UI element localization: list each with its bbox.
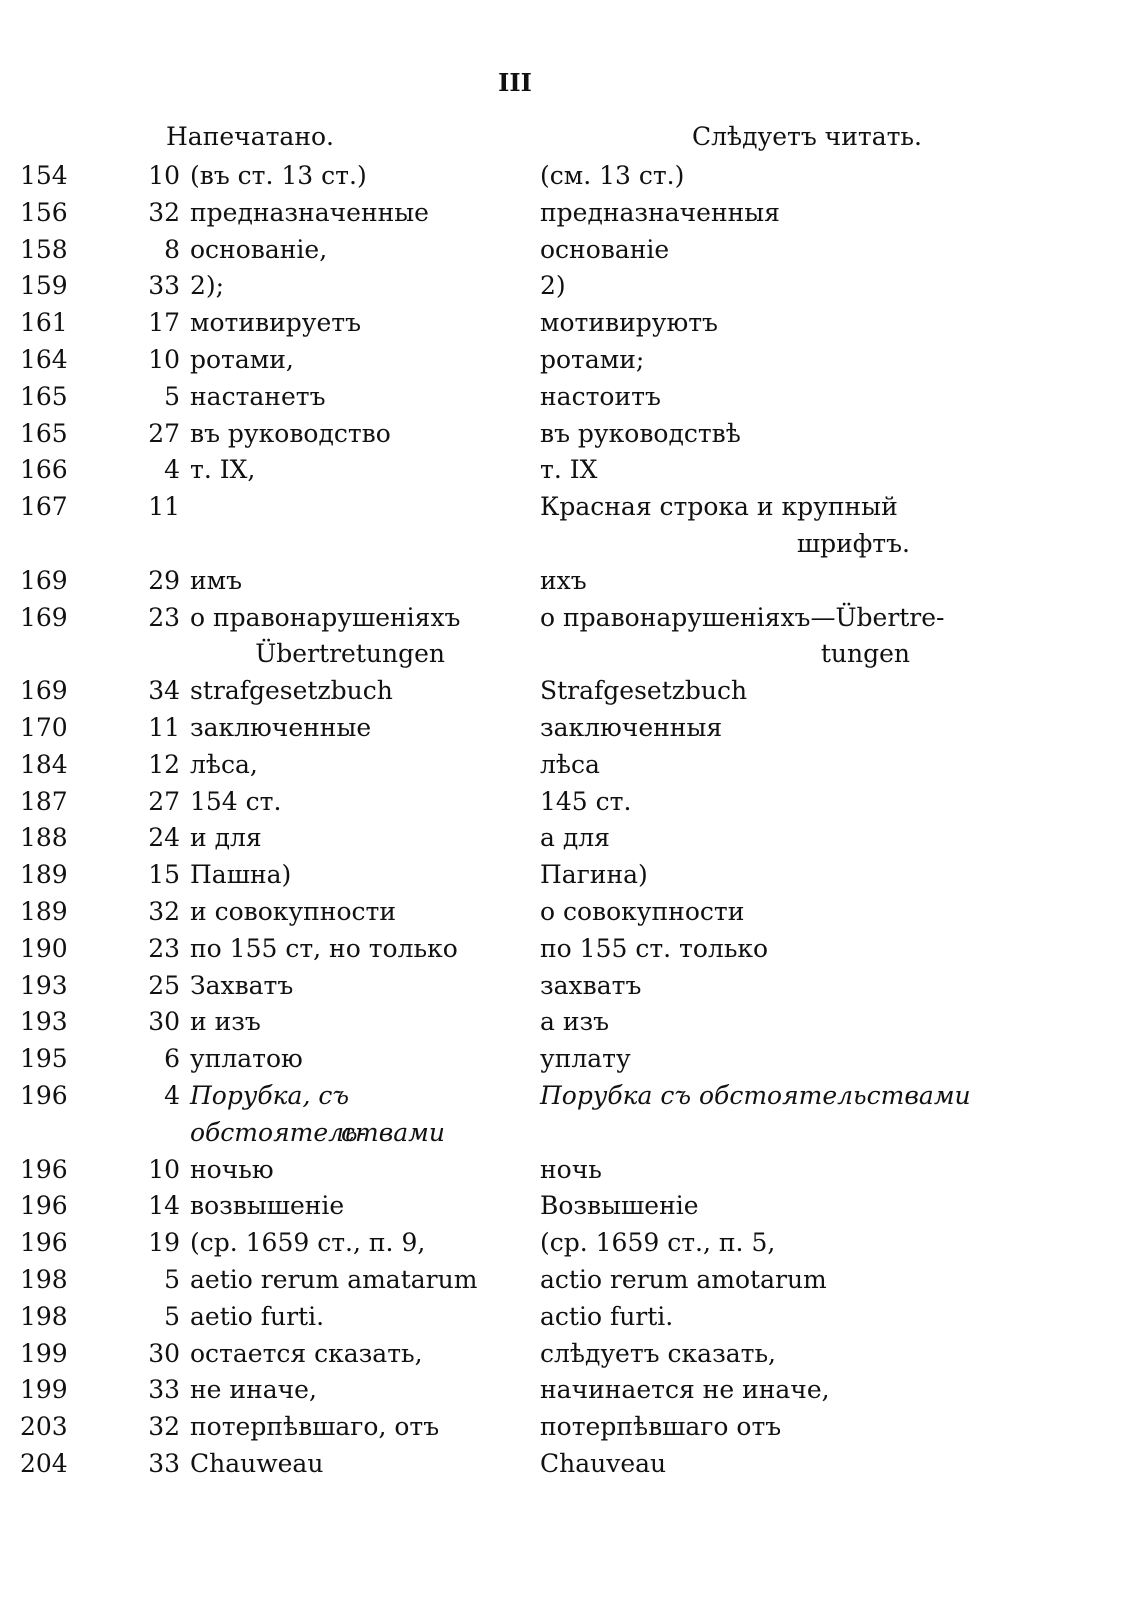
row-correct-continuation: шрифтъ. — [796, 528, 910, 558]
row-printed-text: заключенные — [190, 712, 372, 742]
row-line: 30 — [148, 1338, 180, 1368]
row-correct-text: по 155 ст. только — [540, 933, 769, 963]
errata-row — [0, 1446, 1140, 1483]
row-printed-text: о правонарушеніяхъ — [190, 602, 461, 632]
row-printed — [190, 1262, 530, 1299]
page-number: III — [498, 68, 532, 97]
row-line: 6 — [164, 1044, 180, 1074]
row-correct — [540, 857, 980, 894]
row-page: 169 — [20, 565, 68, 595]
row-printed-text: лѣса, — [190, 749, 258, 779]
row-printed — [190, 305, 530, 342]
row-printed-text: 154 ст. — [190, 786, 282, 816]
row-line: 23 — [148, 602, 180, 632]
row-correct-text: Chauveau — [540, 1448, 667, 1478]
errata-row — [0, 305, 1140, 342]
row-line: 33 — [148, 1375, 180, 1405]
row-printed-text: aetio rerum amatarum — [190, 1264, 478, 1294]
row-page: 159 — [20, 271, 68, 301]
row-line: 4 — [164, 455, 180, 485]
row-page: 196 — [20, 1080, 68, 1110]
row-printed — [190, 1004, 530, 1041]
row-correct-text: 2) — [540, 271, 566, 301]
row-page: 196 — [20, 1228, 68, 1258]
row-correct — [540, 452, 980, 489]
errata-table — [0, 158, 1140, 1483]
row-correct — [540, 563, 980, 600]
row-correct-text: лѣса — [540, 749, 600, 779]
row-correct-text: (см. 13 ст.) — [540, 161, 685, 190]
row-page: 204 — [20, 1448, 68, 1478]
row-printed-text: уплатою — [190, 1044, 303, 1074]
row-printed-text: настанетъ — [190, 381, 326, 411]
row-printed — [190, 710, 530, 747]
row-correct — [540, 968, 980, 1005]
errata-row — [0, 820, 1140, 857]
row-correct-text: Возвышеніе — [540, 1191, 699, 1221]
row-page: 189 — [20, 860, 68, 890]
errata-row — [0, 342, 1140, 379]
row-page: 165 — [20, 418, 68, 448]
row-correct — [540, 158, 980, 195]
errata-row — [0, 268, 1140, 305]
row-correct — [540, 1188, 980, 1225]
errata-row — [0, 857, 1140, 894]
row-printed-text: (въ ст. 13 ст.) — [190, 161, 367, 190]
row-page: 154 — [20, 161, 68, 190]
errata-row — [0, 747, 1140, 784]
row-line: 17 — [148, 308, 180, 338]
errata-row — [0, 195, 1140, 232]
row-printed — [190, 968, 530, 1005]
row-correct-text: настоитъ — [540, 381, 661, 411]
row-correct-text: потерпѣвшаго отъ — [540, 1412, 782, 1442]
row-printed — [190, 452, 530, 489]
row-printed-text: Порубка, съ обстоятель- — [190, 1080, 367, 1147]
row-printed — [190, 1446, 530, 1483]
row-correct — [540, 1225, 980, 1262]
row-printed-text: 2); — [190, 271, 225, 301]
row-line: 33 — [148, 1448, 180, 1478]
row-correct — [540, 1041, 980, 1078]
row-printed — [190, 1372, 530, 1409]
row-line: 33 — [148, 271, 180, 301]
row-correct-text: ротами; — [540, 344, 645, 374]
row-page: 195 — [20, 1044, 68, 1074]
row-correct-continuation: tungen — [820, 639, 910, 669]
row-printed — [190, 894, 530, 931]
errata-row — [0, 1188, 1140, 1225]
row-printed — [190, 1078, 530, 1152]
row-correct-text: а изъ — [540, 1007, 610, 1037]
row-printed — [190, 1188, 530, 1225]
header-correct: Слѣдуетъ читать. — [692, 122, 922, 151]
row-page: 165 — [20, 381, 68, 411]
row-printed — [190, 931, 530, 968]
row-page: 196 — [20, 1154, 68, 1184]
row-page: 190 — [20, 933, 68, 963]
row-correct — [540, 268, 980, 305]
row-line: 25 — [148, 970, 180, 1000]
row-correct-text: слѣдуетъ сказать, — [540, 1338, 776, 1368]
row-correct-text: ночь — [540, 1154, 602, 1184]
errata-row — [0, 600, 1140, 674]
row-correct-text: уплату — [540, 1044, 631, 1074]
row-line: 10 — [148, 1154, 180, 1184]
row-printed — [190, 1225, 530, 1262]
row-printed-text: и совокупности — [190, 896, 396, 926]
row-printed-text: потерпѣвшаго, отъ — [190, 1412, 440, 1442]
row-printed — [190, 1409, 530, 1446]
row-printed-text: основаніе, — [190, 234, 328, 264]
errata-row — [0, 710, 1140, 747]
row-page: 199 — [20, 1338, 68, 1368]
row-line: 27 — [148, 418, 180, 448]
row-correct-text: Strafgesetzbuch — [540, 676, 748, 706]
row-page: 187 — [20, 786, 68, 816]
row-printed-text: ночью — [190, 1154, 274, 1184]
row-correct — [540, 1336, 980, 1373]
row-page: 161 — [20, 308, 68, 338]
row-page: 164 — [20, 344, 68, 374]
row-printed-text: мотивируетъ — [190, 308, 361, 338]
errata-row — [0, 1225, 1140, 1262]
row-page: 169 — [20, 676, 68, 706]
row-line: 23 — [148, 933, 180, 963]
row-printed — [190, 1152, 530, 1189]
errata-row — [0, 894, 1140, 931]
row-line: 19 — [148, 1228, 180, 1258]
row-correct-text: предназначенныя — [540, 197, 780, 227]
row-printed — [190, 1336, 530, 1373]
row-correct-text: заключенныя — [540, 712, 723, 742]
row-correct — [540, 1262, 980, 1299]
row-printed — [190, 379, 530, 416]
row-printed-text: aetio furti. — [190, 1301, 325, 1331]
errata-row — [0, 1372, 1140, 1409]
row-page: 203 — [20, 1412, 68, 1442]
row-line: 24 — [148, 823, 180, 853]
row-printed — [190, 673, 530, 710]
errata-row — [0, 1409, 1140, 1446]
row-correct — [540, 931, 980, 968]
row-correct-text: т. IX — [540, 455, 598, 485]
row-printed — [190, 195, 530, 232]
row-printed-text: и для — [190, 823, 262, 853]
row-page: 193 — [20, 1007, 68, 1037]
row-line: 10 — [148, 344, 180, 374]
row-printed-text: Захватъ — [190, 970, 294, 1000]
row-page: 188 — [20, 823, 68, 853]
row-line: 4 — [164, 1080, 180, 1110]
row-correct-text: Красная строка и крупный — [540, 492, 898, 522]
row-printed-text: (ср. 1659 ст., п. 9, — [190, 1228, 426, 1258]
errata-row — [0, 489, 1140, 563]
errata-row — [0, 1152, 1140, 1189]
row-page: 156 — [20, 197, 68, 227]
row-page: 198 — [20, 1264, 68, 1294]
row-correct — [540, 710, 980, 747]
row-correct — [540, 379, 980, 416]
row-printed — [190, 416, 530, 453]
row-page: 198 — [20, 1301, 68, 1331]
row-page: 167 — [20, 492, 68, 522]
row-correct — [540, 1299, 980, 1336]
row-page: 184 — [20, 749, 68, 779]
row-printed-text: т. IX, — [190, 455, 256, 485]
row-page: 193 — [20, 970, 68, 1000]
row-correct-text: о совокупности — [540, 896, 745, 926]
errata-row — [0, 1336, 1140, 1373]
errata-row — [0, 968, 1140, 1005]
row-correct-text: Пагина) — [540, 860, 648, 890]
row-line: 27 — [148, 786, 180, 816]
row-printed — [190, 342, 530, 379]
row-printed — [190, 1041, 530, 1078]
row-correct-text: въ руководствѣ — [540, 418, 741, 448]
errata-row — [0, 563, 1140, 600]
row-correct-text: начинается не иначе, — [540, 1375, 830, 1405]
row-printed — [190, 1299, 530, 1336]
row-printed-text: имъ — [190, 565, 243, 595]
errata-row — [0, 158, 1140, 195]
row-printed-text: возвышеніе — [190, 1191, 345, 1221]
errata-row — [0, 452, 1140, 489]
row-printed-text: ротами, — [190, 344, 294, 374]
row-page: 189 — [20, 896, 68, 926]
row-correct-text: ихъ — [540, 565, 587, 595]
row-page: 170 — [20, 712, 68, 742]
row-printed — [190, 600, 530, 669]
errata-row — [0, 232, 1140, 269]
row-correct — [540, 1372, 980, 1409]
row-line: 15 — [148, 860, 180, 890]
row-correct — [540, 820, 980, 857]
row-printed — [190, 158, 530, 195]
row-correct — [540, 1004, 980, 1041]
row-line: 29 — [148, 565, 180, 595]
row-correct — [540, 489, 980, 558]
row-correct — [540, 416, 980, 453]
errata-row — [0, 1041, 1140, 1078]
row-line: 11 — [148, 712, 180, 742]
errata-row — [0, 416, 1140, 453]
row-printed-continuation: Übertretungen — [255, 639, 445, 669]
row-correct-text: Порубка съ обстоятельствами — [540, 1080, 971, 1110]
row-printed — [190, 747, 530, 784]
row-line: 34 — [148, 676, 180, 706]
row-correct-text: actio furti. — [540, 1301, 674, 1331]
row-printed-text: по 155 ст, но только — [190, 933, 458, 963]
row-printed-text: не иначе, — [190, 1375, 317, 1405]
row-correct-text: а для — [540, 823, 610, 853]
row-line: 8 — [164, 234, 180, 264]
errata-row — [0, 379, 1140, 416]
row-printed — [190, 563, 530, 600]
row-line: 10 — [148, 161, 180, 190]
row-page: 196 — [20, 1191, 68, 1221]
row-printed-text: въ руководство — [190, 418, 391, 448]
row-printed-text: strafgesetzbuch — [190, 676, 393, 706]
row-printed-text: Пашна) — [190, 860, 292, 890]
row-correct-text: мотивируютъ — [540, 308, 718, 338]
row-line: 32 — [148, 197, 180, 227]
row-page: 199 — [20, 1375, 68, 1405]
row-printed — [190, 268, 530, 305]
row-correct — [540, 195, 980, 232]
row-line: 12 — [148, 749, 180, 779]
errata-row — [0, 1004, 1140, 1041]
row-printed-text: и изъ — [190, 1007, 261, 1037]
row-correct-text: основаніе — [540, 234, 670, 264]
row-line: 14 — [148, 1191, 180, 1221]
row-printed — [190, 784, 530, 821]
row-line: 5 — [164, 1301, 180, 1331]
row-printed — [190, 232, 530, 269]
row-correct — [540, 232, 980, 269]
row-line: 11 — [148, 492, 180, 522]
errata-row — [0, 1078, 1140, 1152]
errata-row — [0, 1262, 1140, 1299]
row-correct — [540, 894, 980, 931]
row-correct-text: о правонарушеніяхъ—Übertre- — [540, 602, 945, 632]
row-printed — [190, 820, 530, 857]
row-correct — [540, 1152, 980, 1189]
row-correct-text: (ср. 1659 ст., п. 5, — [540, 1228, 776, 1258]
row-line: 5 — [164, 1264, 180, 1294]
row-page: 166 — [20, 455, 68, 485]
errata-row — [0, 1299, 1140, 1336]
row-correct — [540, 1078, 980, 1115]
row-page: 158 — [20, 234, 68, 264]
row-correct — [540, 600, 980, 669]
row-correct-text: захватъ — [540, 970, 642, 1000]
row-page: 169 — [20, 602, 68, 632]
errata-row — [0, 673, 1140, 710]
row-printed-text: остается сказать, — [190, 1338, 423, 1368]
row-printed-text: предназначенные — [190, 197, 429, 227]
row-line: 30 — [148, 1007, 180, 1037]
row-correct — [540, 1409, 980, 1446]
row-correct — [540, 784, 980, 821]
errata-row — [0, 784, 1140, 821]
header-printed: Напечатано. — [166, 122, 334, 151]
errata-row — [0, 931, 1140, 968]
row-correct — [540, 673, 980, 710]
row-correct-text: actio rerum amotarum — [540, 1264, 827, 1294]
row-correct — [540, 747, 980, 784]
row-correct — [540, 305, 980, 342]
row-correct-text: 145 ст. — [540, 786, 632, 816]
row-printed-continuation: ствами — [341, 1117, 445, 1147]
row-printed — [190, 857, 530, 894]
row-line: 32 — [148, 1412, 180, 1442]
row-line: 5 — [164, 381, 180, 411]
row-line: 32 — [148, 896, 180, 926]
row-correct — [540, 342, 980, 379]
row-correct — [540, 1446, 980, 1483]
row-printed-text: Chauweau — [190, 1448, 324, 1478]
